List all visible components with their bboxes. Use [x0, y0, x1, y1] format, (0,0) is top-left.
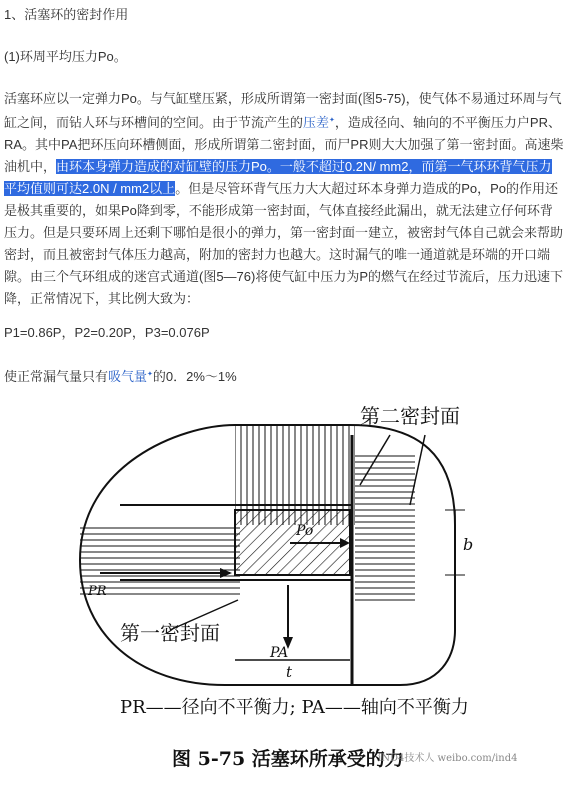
paragraph-part-2: ，造成径向、轴向的不平衡压力户PR、RA。其中PA把环压向环槽侧面，形成所谓第二密封面，而尸PR则大大加强了第一密封面。高速柴油机中， — [4, 115, 564, 174]
pa-label: PA — [270, 645, 289, 661]
b-label: b — [463, 535, 474, 554]
pressure-diff-link[interactable]: 压差✦ — [303, 115, 335, 130]
main-paragraph — [4, 88, 564, 310]
intake-volume-link[interactable]: 吸气量✦ — [108, 369, 153, 384]
piston-ring-figure — [60, 395, 520, 800]
force-legend: PR——径向不平衡力; PA——轴向不平衡力 — [120, 697, 469, 718]
first-seal-label: 第一密封面 — [120, 621, 220, 645]
t-label: t — [286, 663, 293, 681]
pressure-ratios: P1=0.86P，P2=0.20P，P3=0.076P — [4, 325, 210, 340]
piston-ring-diagram — [60, 395, 520, 800]
paragraph-part-1: 活塞环应以一定弹力Po。与气缸壁压紧，形成所谓第一密封面(图5-75)，使气体不易通过环周与气缸之间，而钻人环与环槽间的空间。由于节流产生的 — [4, 91, 562, 130]
link-marker-icon: ✦ — [147, 371, 153, 378]
second-seal-label: 第二密封面 — [360, 404, 460, 428]
selected-text[interactable]: 由环本身弹力造成的对缸壁的压力Po。一般不超过0.2N/ mm2，而第一气环环背气压力平均值则可达2.0N / mm2以上 — [4, 159, 552, 196]
subheading: (1)环周平均压力Po。 — [4, 49, 127, 64]
figure-caption: 图 5-75 活塞环所承受的力 — [172, 748, 404, 770]
leak-sentence: 使正常漏气量只有吸气量✦的0．2%～1% — [4, 369, 237, 384]
pr-label: PR — [88, 584, 107, 599]
link-marker-icon: ✦ — [329, 117, 335, 124]
watermark: iND4技术人 weibo.com/ind4 — [378, 753, 518, 764]
paragraph-part-3: 。但是尽管环背气压力大大超过环本身弹力造成的Po，Po的作用还是极其重要的，如果Po降到零，不能形成第一密封面，气体直接经此漏出，就无法建立仔何环背压力。但是只要环周上还剩下哪怕是很小的弹力，第一密封面一建立，被密封气体自己就会来帮助密封，而且被密封气体压力越高，附加的密封力也越大。这时漏气的唯一通道就是环端的开口端隙。由三个气环组成的迷宫式通道(图5—76)将使气缸中压力为P的燃气在经过节流后，压力迅速下降，正常情况下，其比例大致为： — [4, 181, 564, 306]
section-heading: 1、活塞环的密封作用 — [4, 7, 129, 22]
po-label: Po — [296, 523, 314, 539]
